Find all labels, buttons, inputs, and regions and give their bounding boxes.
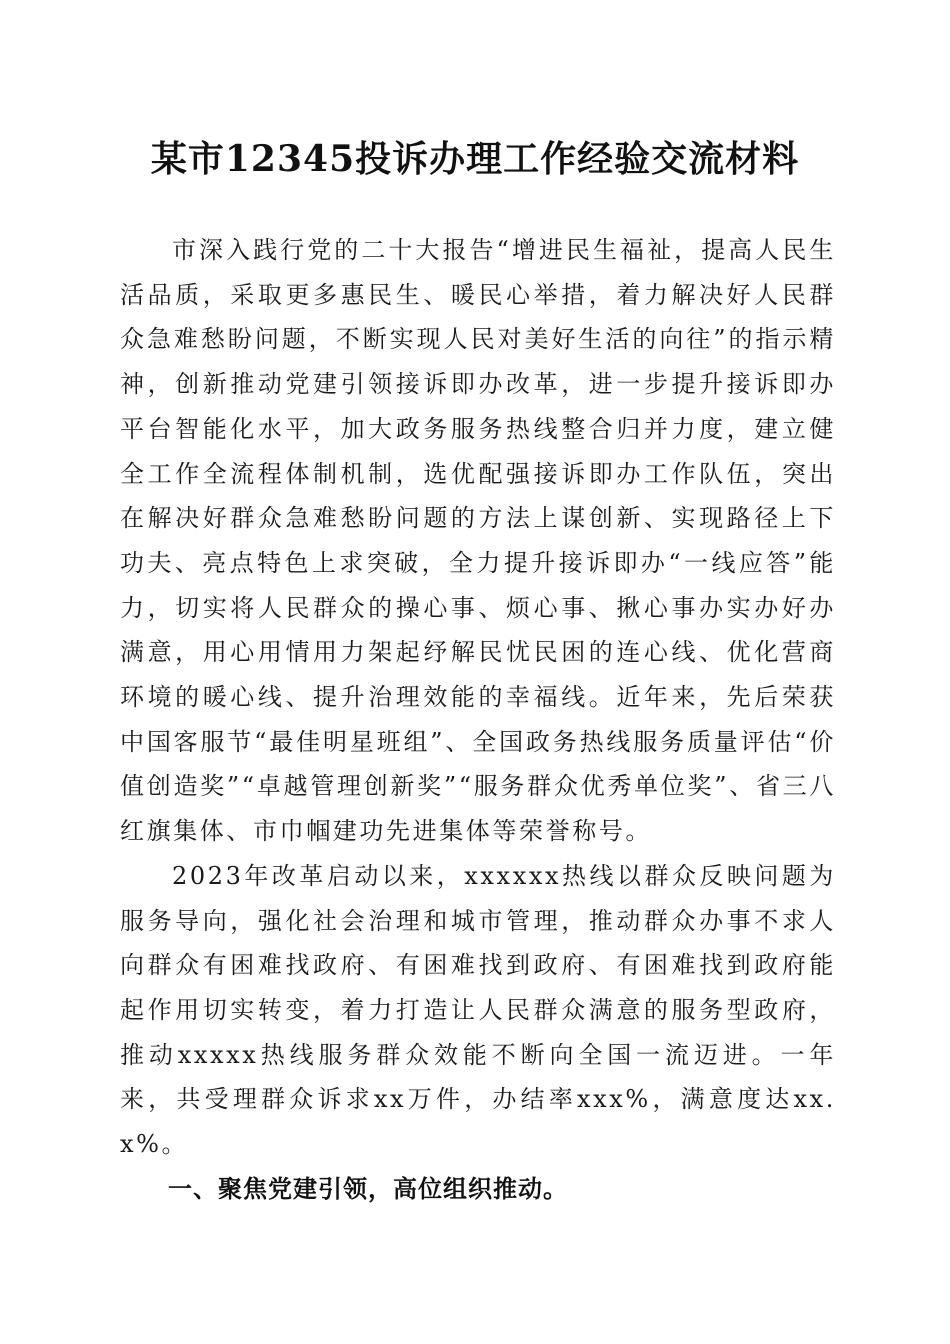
section-heading: 一、聚焦党建引领，高位组织推动。 bbox=[168, 1174, 568, 1203]
document-title: 某市12345投诉办理工作经验交流材料 bbox=[150, 138, 800, 180]
paragraph-reform: 2023年改革启动以来，xxxxxx热线以群众反映问题为服务导向，强化社会治理和城市管理，推动群众办事不求人向群众有困难找政府、有困难找到政府、有困难找到政府能起作用切实转变，着力打造让人民群众满意的服务型政府，推动xxxxx热线服务群众效能不断向全国一流迈进。一年来，共受理群众诉求xx万件，办结率xxx%，满意度达xx.x%。 bbox=[120, 861, 836, 1159]
paragraph-intro: 市深入践行党的二十大报告“增进民生福祉，提高人民生活品质，采取更多惠民生、暖民心举措，着力解决好人民群众急难愁盼问题，不断实现人民对美好生活的向往”的指示精神，创新推动党建引领接诉即办改革，进一步提升接诉即办平台智能化水平，加大政务服务热线整合归并力度，建立健全工作全流程体制机制，选优配强接诉即办工作队伍，突出在解决好群众急难愁盼问题的方法上谋创新、实现路径上下功夫、亮点特色上求突破，全力提升接诉即办“一线应答”能力，切实将人民群众的操心事、烦心事、揪心事办实办好办满意，用心用情用力架起纾解民忧民困的连心线、优化营商环境的暖心线、提升治理效能的幸福线。近年来，先后荣获中国客服节“最佳明星班组”、全国政务热线服务质量评估“价值创造奖”“卓越管理创新奖”“服务群众优秀单位奖”、省三八红旗集体、市巾帼建功先进集体等荣誉称号。 bbox=[120, 236, 836, 846]
document-body bbox=[120, 228, 836, 1211]
